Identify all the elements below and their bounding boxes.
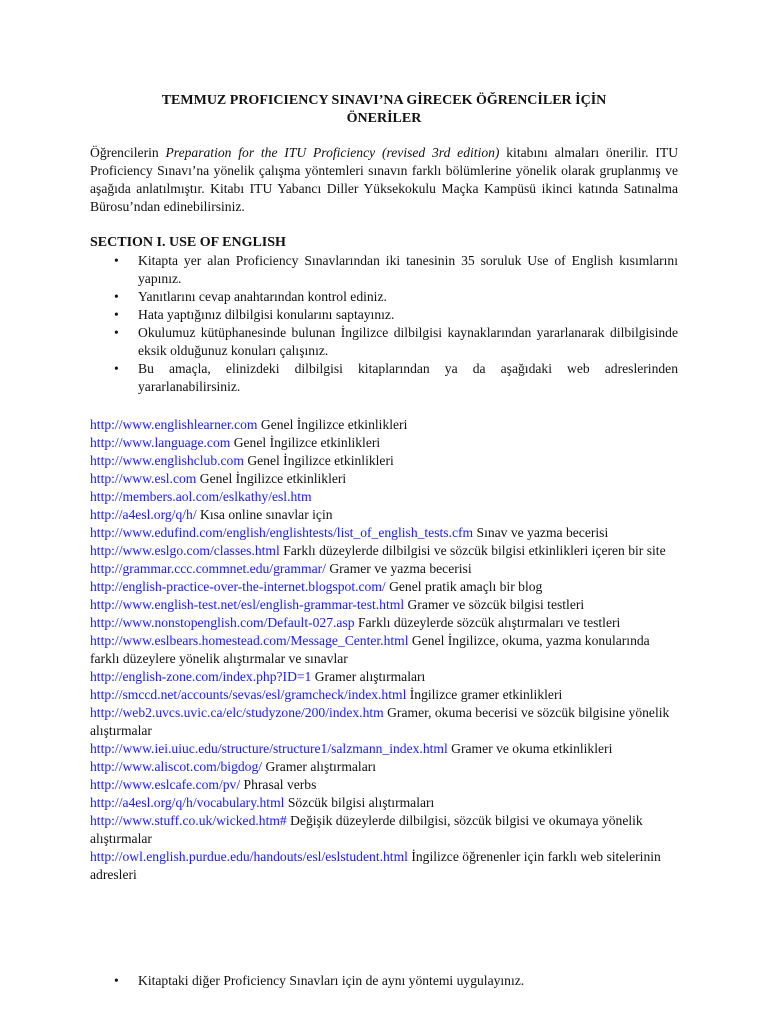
link-description: İngilizce gramer etkinlikleri — [406, 687, 563, 702]
title-line-1: TEMMUZ PROFICIENCY SINAVI’NA GİRECEK ÖĞRENCİLER İÇİN — [161, 93, 607, 108]
instruction-item: • Okulumuz kütüphanesinde bulunan İngilizce dilbilgisi kaynaklarından yararlanarak dilbilgisinde eksik olduğunuz konuları çalışınız. — [90, 324, 678, 360]
link-description: Genel İngilizce etkinlikleri — [230, 435, 381, 450]
link-entry — [90, 812, 678, 848]
section-heading: SECTION I. USE OF ENGLISH — [90, 235, 286, 250]
link-description: Genel İngilizce etkinlikleri — [243, 453, 394, 468]
intro-text-start: Öğrencilerin — [90, 145, 166, 160]
resource-link[interactable]: http://www.stuff.co.uk/wicked.htm# — [90, 813, 287, 828]
link-entry — [90, 848, 678, 884]
link-description: Gramer ve sözcük bilgisi testleri — [404, 597, 585, 612]
instruction-list — [90, 252, 678, 396]
resource-link-list — [90, 416, 678, 884]
link-description: Genel İngilizce etkinlikleri — [257, 417, 408, 432]
resource-link[interactable]: http://a4esl.org/q/h/ — [90, 507, 197, 522]
link-description: Gramer ve okuma etkinlikleri — [447, 741, 613, 756]
resource-link[interactable]: http://www.eslcafe.com/pv/ — [90, 777, 241, 792]
link-entry — [90, 758, 678, 776]
instruction-item: • Hata yaptığınız dilbilgisi konularını saptayınız. — [90, 306, 678, 324]
link-entry — [90, 668, 678, 686]
link-entry — [90, 416, 678, 434]
final-instruction-list — [90, 972, 678, 990]
intro-text-end: kitabını almaları önerilir. ITU Proficiency Sınavı’na yönelik çalışma yöntemleri sınavın farklı bölümlerine yönelik olarak gruplanmış ve aşağıda anlatılmıştır. Kitabı ITU Yabancı Diller Yüksekokulu Maçka Kampüsü ikinci katında Satınalma Bürosu’ndan edinebilirsiniz. — [90, 145, 679, 214]
resource-link[interactable]: http://www.englishclub.com — [90, 453, 244, 468]
resource-link[interactable]: http://www.englishlearner.com — [90, 417, 258, 432]
link-entry — [90, 506, 678, 524]
resource-link[interactable]: http://owl.english.purdue.edu/handouts/esl/eslstudent.html — [90, 849, 408, 864]
resource-link[interactable]: http://members.aol.com/eslkathy/esl.htm — [90, 489, 312, 504]
link-description: Sözcük bilgisi alıştırmaları — [284, 795, 435, 810]
link-entry — [90, 488, 678, 506]
resource-link[interactable]: http://a4esl.org/q/h/vocabulary.html — [90, 795, 285, 810]
page-title — [90, 92, 678, 128]
link-entry — [90, 434, 678, 452]
instruction-item: • Bu amaçla, elinizdeki dilbilgisi kitaplarından ya da aşağıdaki web adreslerinden yararlanabilirsiniz. — [90, 360, 678, 396]
link-description: Kısa online sınavlar için — [196, 507, 333, 522]
resource-link[interactable]: http://www.iei.uiuc.edu/structure/structure1/salzmann_index.html — [90, 741, 448, 756]
link-description: Gramer alıştırmaları — [262, 759, 377, 774]
final-instruction-item: • Kitaptaki diğer Proficiency Sınavları için de aynı yöntemi uygulayınız. — [90, 972, 678, 990]
resource-link[interactable]: http://www.nonstopenglish.com/Default-027.asp — [90, 615, 355, 630]
link-description: Sınav ve yazma becerisi — [473, 525, 609, 540]
link-entry — [90, 596, 678, 614]
resource-link[interactable]: http://www.eslgo.com/classes.html — [90, 543, 280, 558]
link-description: Genel pratik amaçlı bir blog — [385, 579, 543, 594]
link-entry — [90, 542, 678, 560]
resource-link[interactable]: http://web2.uvcs.uvic.ca/elc/studyzone/200/index.htm — [90, 705, 384, 720]
resource-link[interactable]: http://www.language.com — [90, 435, 231, 450]
link-description: Genel İngilizce, okuma, yazma konularında farklı düzeylere yönelik alıştırmalar ve sınavlar — [90, 633, 650, 666]
resource-link[interactable]: http://www.english-test.net/esl/english-grammar-test.html — [90, 597, 405, 612]
link-entry — [90, 632, 678, 668]
link-entry — [90, 452, 678, 470]
resource-link[interactable]: http://english-practice-over-the-internet.blogspot.com/ — [90, 579, 386, 594]
resource-link[interactable]: http://english-zone.com/index.php?ID=1 — [90, 669, 312, 684]
intro-paragraph — [90, 144, 678, 216]
instruction-item: • Yanıtlarını cevap anahtarından kontrol ediniz. — [90, 288, 678, 306]
link-description: İngilizce öğrenenler için farklı web sitelerinin adresleri — [90, 849, 661, 882]
book-title: Preparation for the ITU Proficiency (revised 3rd edition) — [165, 145, 500, 160]
link-entry — [90, 686, 678, 704]
link-description: Phrasal verbs — [240, 777, 317, 792]
link-entry — [90, 578, 678, 596]
resource-link[interactable]: http://www.eslbears.homestead.com/Message_Center.html — [90, 633, 409, 648]
link-description: Gramer alıştırmaları — [311, 669, 426, 684]
link-description: Farklı düzeylerde sözcük alıştırmaları ve testleri — [354, 615, 621, 630]
link-entry — [90, 614, 678, 632]
link-entry — [90, 704, 678, 740]
title-line-2: ÖNERİLER — [346, 111, 422, 126]
resource-link[interactable]: http://www.edufind.com/english/englishtests/list_of_english_tests.cfm — [90, 525, 474, 540]
link-entry — [90, 560, 678, 578]
link-entry — [90, 524, 678, 542]
link-entry — [90, 470, 678, 488]
link-description: Gramer ve yazma becerisi — [325, 561, 472, 576]
link-description: Gramer, okuma becerisi ve sözcük bilgisine yönelik alıştırmalar — [90, 705, 670, 738]
link-description: Genel İngilizce etkinlikleri — [196, 471, 347, 486]
instruction-item: • Kitapta yer alan Proficiency Sınavlarından iki tanesinin 35 soruluk Use of English kısımlarını yapınız. — [90, 252, 678, 288]
link-description: Farklı düzeylerde dilbilgisi ve sözcük bilgisi etkinlikleri içeren bir site — [279, 543, 666, 558]
link-entry — [90, 794, 678, 812]
link-description: Değişik düzeylerde dilbilgisi, sözcük bilgisi ve okumaya yönelik alıştırmalar — [90, 813, 643, 846]
link-entry — [90, 776, 678, 794]
resource-link[interactable]: http://grammar.ccc.commnet.edu/grammar/ — [90, 561, 326, 576]
resource-link[interactable]: http://smccd.net/accounts/sevas/esl/gramcheck/index.html — [90, 687, 407, 702]
resource-link[interactable]: http://www.aliscot.com/bigdog/ — [90, 759, 263, 774]
link-entry — [90, 740, 678, 758]
resource-link[interactable]: http://www.esl.com — [90, 471, 197, 486]
